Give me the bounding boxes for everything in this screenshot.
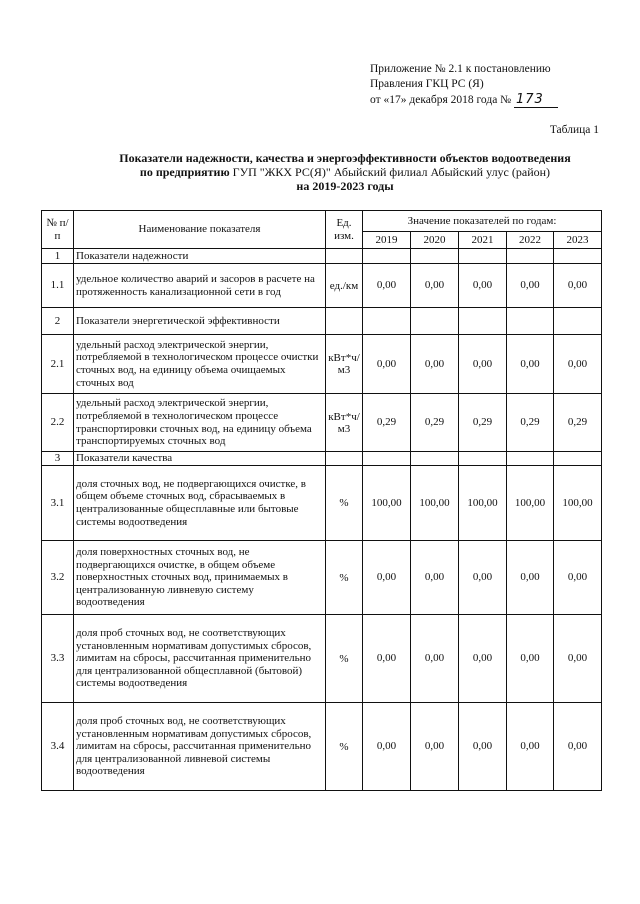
value-2021: 0,00	[459, 541, 507, 615]
value-2022: 0,00	[507, 264, 554, 308]
unit-cell: %	[326, 615, 363, 703]
section-name: Показатели качества	[74, 452, 326, 466]
value-2020: 0,00	[411, 703, 459, 791]
value-2023: 0,00	[554, 703, 602, 791]
section-number: 1	[42, 249, 74, 264]
section-value-empty	[507, 249, 554, 264]
value-2022: 0,00	[507, 703, 554, 791]
value-2019: 0,00	[363, 703, 411, 791]
value-2022: 0,00	[507, 615, 554, 703]
indicator-name: доля проб сточных вод, не соответствующих установленным нормативам допустимых сбросов, лимитам на сбросы, рассчитанная применительно для централизованной ливневой системы водоотведения	[74, 703, 326, 791]
indicator-name: доля поверхностных сточных вод, не подвергающихся очистке, в общем объеме поверхностных сточных вод, принимаемых в централизованную ливневую систему водоотведения	[74, 541, 326, 615]
year-header-2021: 2021	[459, 232, 507, 249]
col-header-values: Значение показателей по годам:	[363, 211, 602, 232]
unit-cell: %	[326, 466, 363, 541]
appendix-line-3	[370, 92, 558, 108]
section-value-empty	[363, 452, 411, 466]
year-header-2023: 2023	[554, 232, 602, 249]
section-value-empty	[459, 308, 507, 335]
value-2020: 100,00	[411, 466, 459, 541]
value-2023: 0,00	[554, 541, 602, 615]
unit-cell: ед./км	[326, 264, 363, 308]
row-number: 2.2	[42, 394, 74, 452]
appendix-line-2: Правления ГКЦ РС (Я)	[370, 78, 484, 90]
value-2022: 0,29	[507, 394, 554, 452]
unit-cell: %	[326, 703, 363, 791]
col-header-num: № п/п	[42, 211, 74, 249]
value-2022: 0,00	[507, 541, 554, 615]
section-unit-empty	[326, 249, 363, 264]
table-row	[42, 394, 602, 452]
title-line-3: на 2019-2023 годы	[296, 179, 394, 193]
appendix-block	[370, 62, 558, 108]
table-body	[42, 249, 602, 791]
row-number: 1.1	[42, 264, 74, 308]
section-value-empty	[363, 249, 411, 264]
section-value-empty	[554, 308, 602, 335]
value-2023: 0,00	[554, 335, 602, 394]
table-row	[42, 615, 602, 703]
title-line-2	[60, 165, 630, 179]
row-number: 3.3	[42, 615, 74, 703]
section-unit-empty	[326, 452, 363, 466]
order-number: 173	[514, 92, 558, 108]
section-value-empty	[459, 249, 507, 264]
indicator-name: удельный расход электрической энергии, потребляемой в технологическом процессе транспортировки сточных вод, на единицу объема транспортируемых сточных вод	[74, 394, 326, 452]
value-2021: 0,00	[459, 703, 507, 791]
section-value-empty	[507, 308, 554, 335]
value-2019: 0,00	[363, 264, 411, 308]
value-2023: 0,29	[554, 394, 602, 452]
value-2019: 0,00	[363, 615, 411, 703]
section-value-empty	[459, 452, 507, 466]
unit-cell: кВт*ч/м3	[326, 394, 363, 452]
row-number: 3.1	[42, 466, 74, 541]
value-2021: 0,29	[459, 394, 507, 452]
value-2023: 0,00	[554, 615, 602, 703]
value-2022: 100,00	[507, 466, 554, 541]
value-2022: 0,00	[507, 335, 554, 394]
year-header-2022: 2022	[507, 232, 554, 249]
col-header-unit: Ед. изм.	[326, 211, 363, 249]
row-number: 2.1	[42, 335, 74, 394]
value-2019: 0,00	[363, 541, 411, 615]
unit-cell: кВт*ч/м3	[326, 335, 363, 394]
indicators-table	[41, 210, 602, 791]
value-2021: 0,00	[459, 264, 507, 308]
appendix-date: от «17» декабря 2018 года №	[370, 94, 512, 106]
section-unit-empty	[326, 308, 363, 335]
section-value-empty	[554, 452, 602, 466]
section-name: Показатели энергетической эффективности	[74, 308, 326, 335]
section-row	[42, 308, 602, 335]
row-number: 3.2	[42, 541, 74, 615]
table-row	[42, 335, 602, 394]
indicator-name: удельный расход электрической энергии, потребляемой в технологическом процессе очистки сточных вод, на единицу объема очищаемых сточных вод	[74, 335, 326, 394]
unit-cell: %	[326, 541, 363, 615]
title-line-1: Показатели надежности, качества и энергоэффективности объектов водоотведения	[119, 151, 571, 165]
indicator-name: удельное количество аварий и засоров в расчете на протяженность канализационной сети в год	[74, 264, 326, 308]
indicator-name: доля сточных вод, не подвергающихся очистке, в общем объеме сточных вод, сбрасываемых в централизованные общесплавные или бытовые системы водоотведения	[74, 466, 326, 541]
section-value-empty	[411, 249, 459, 264]
value-2020: 0,00	[411, 335, 459, 394]
value-2020: 0,00	[411, 541, 459, 615]
year-header-2020: 2020	[411, 232, 459, 249]
table-label: Таблица 1	[549, 124, 599, 136]
value-2019: 0,29	[363, 394, 411, 452]
section-value-empty	[554, 249, 602, 264]
table-row	[42, 541, 602, 615]
section-row	[42, 452, 602, 466]
value-2023: 100,00	[554, 466, 602, 541]
section-row	[42, 249, 602, 264]
section-number: 3	[42, 452, 74, 466]
value-2021: 100,00	[459, 466, 507, 541]
document-title	[60, 151, 630, 193]
value-2021: 0,00	[459, 615, 507, 703]
section-number: 2	[42, 308, 74, 335]
value-2019: 100,00	[363, 466, 411, 541]
col-header-name: Наименование показателя	[74, 211, 326, 249]
table-row	[42, 264, 602, 308]
section-value-empty	[411, 308, 459, 335]
table-row	[42, 466, 602, 541]
value-2019: 0,00	[363, 335, 411, 394]
value-2023: 0,00	[554, 264, 602, 308]
indicator-name: доля проб сточных вод, не соответствующих установленным нормативам допустимых сбросов, лимитам на сбросы, рассчитанная применительно для централизованной общесплавной (бытовой) системы водоотведения	[74, 615, 326, 703]
title-line-2-org: ГУП "ЖКХ РС(Я)" Абыйский филиал Абыйский улус (район)	[232, 165, 551, 179]
row-number: 3.4	[42, 703, 74, 791]
value-2020: 0,00	[411, 615, 459, 703]
value-2021: 0,00	[459, 335, 507, 394]
title-line-2-bold: по предприятию	[139, 165, 230, 179]
table-row	[42, 703, 602, 791]
appendix-line-1: Приложение № 2.1 к постановлению	[370, 63, 551, 75]
section-value-empty	[363, 308, 411, 335]
value-2020: 0,00	[411, 264, 459, 308]
value-2020: 0,29	[411, 394, 459, 452]
section-name: Показатели надежности	[74, 249, 326, 264]
section-value-empty	[507, 452, 554, 466]
year-header-2019: 2019	[363, 232, 411, 249]
section-value-empty	[411, 452, 459, 466]
